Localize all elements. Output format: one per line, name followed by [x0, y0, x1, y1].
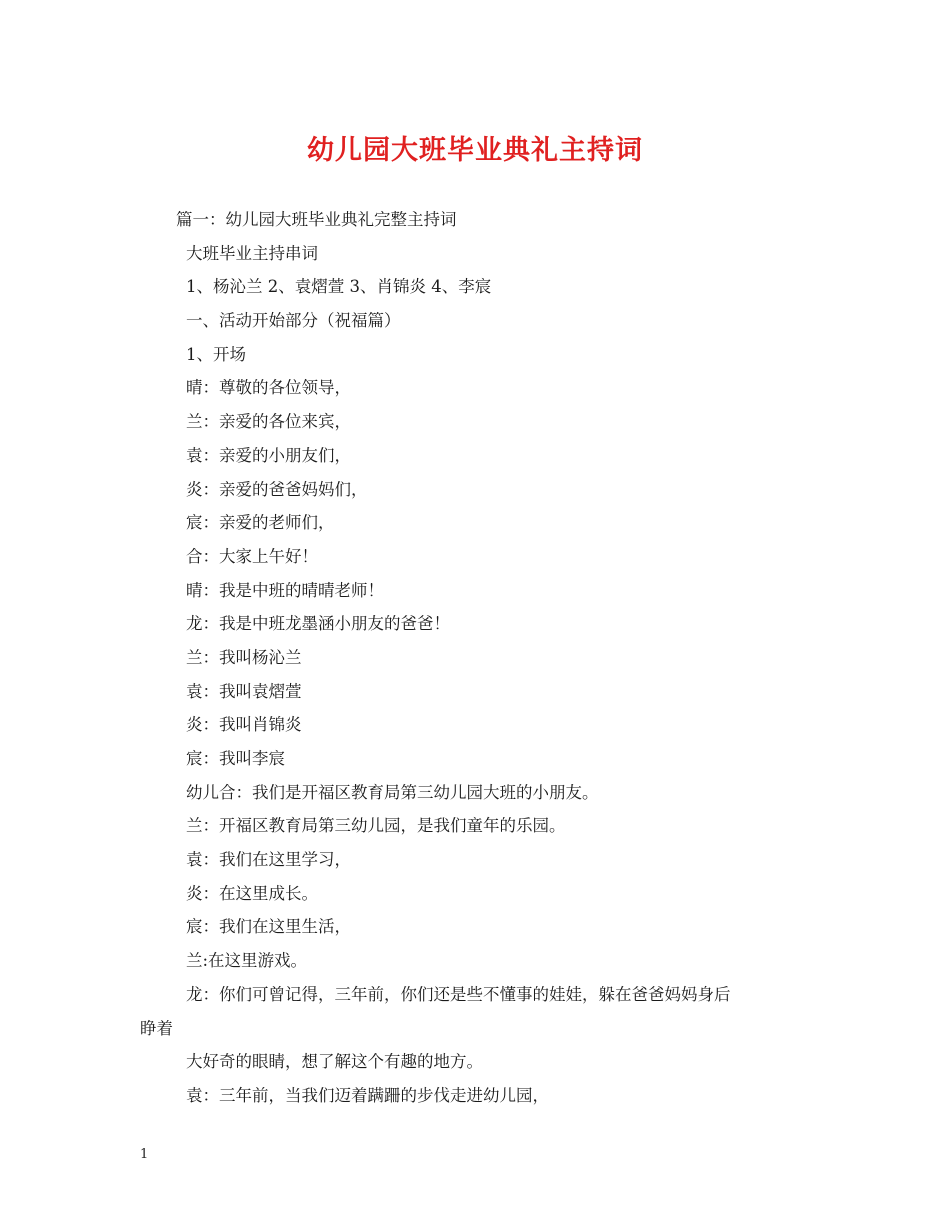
body-line: 袁：三年前，当我们迈着蹒跚的步伐走进幼儿园， [186, 1085, 549, 1105]
body-line: 晴：我是中班的晴晴老师！ [186, 580, 384, 600]
body-line: 兰:在这里游戏。 [186, 951, 308, 971]
body-line: 袁：我叫袁熠萱 [186, 681, 302, 701]
body-line: 大好奇的眼睛，想了解这个有趣的地方。 [186, 1052, 483, 1072]
body-line: 炎：在这里成长。 [186, 883, 318, 903]
body-line: 合：大家上午好！ [186, 546, 318, 566]
body-line: 龙：我是中班龙墨涵小朋友的爸爸！ [186, 614, 450, 634]
page-number: 1 [140, 1147, 149, 1162]
body-line: 兰：我叫杨沁兰 [186, 647, 302, 667]
body-line: 大班毕业主持串词 [186, 243, 318, 263]
body-line: 晴：尊敬的各位领导， [186, 378, 351, 398]
body-line: 1、开场 [186, 344, 246, 364]
body-line: 宸：我们在这里生活， [186, 917, 351, 937]
body-line: 兰：亲爱的各位来宾， [186, 412, 351, 432]
body-line: 睁着 [140, 1018, 173, 1038]
document-body [140, 203, 820, 1113]
body-line: 幼儿合：我们是开福区教育局第三幼儿园大班的小朋友。 [186, 782, 599, 802]
body-line: 袁：我们在这里学习， [186, 850, 351, 870]
body-line: 一、活动开始部分（祝福篇） [186, 311, 401, 331]
body-line: 兰：开福区教育局第三幼儿园，是我们童年的乐园。 [186, 816, 566, 836]
body-line: 龙：你们可曾记得，三年前，你们还是些不懂事的娃娃，躲在爸爸妈妈身后 [186, 984, 731, 1004]
body-line: 1、杨沁兰 2、袁熠萱 3、肖锦炎 4、李宸 [186, 277, 492, 297]
body-line: 宸：亲爱的老师们， [186, 513, 335, 533]
document-title: 幼儿园大班毕业典礼主持词 [307, 135, 643, 166]
body-line: 炎：我叫肖锦炎 [186, 715, 302, 735]
body-line: 篇一：幼儿园大班毕业典礼完整主持词 [176, 210, 457, 229]
body-line: 袁：亲爱的小朋友们， [186, 445, 351, 465]
body-line: 宸：我叫李宸 [186, 749, 285, 768]
body-line: 炎：亲爱的爸爸妈妈们， [186, 479, 368, 499]
